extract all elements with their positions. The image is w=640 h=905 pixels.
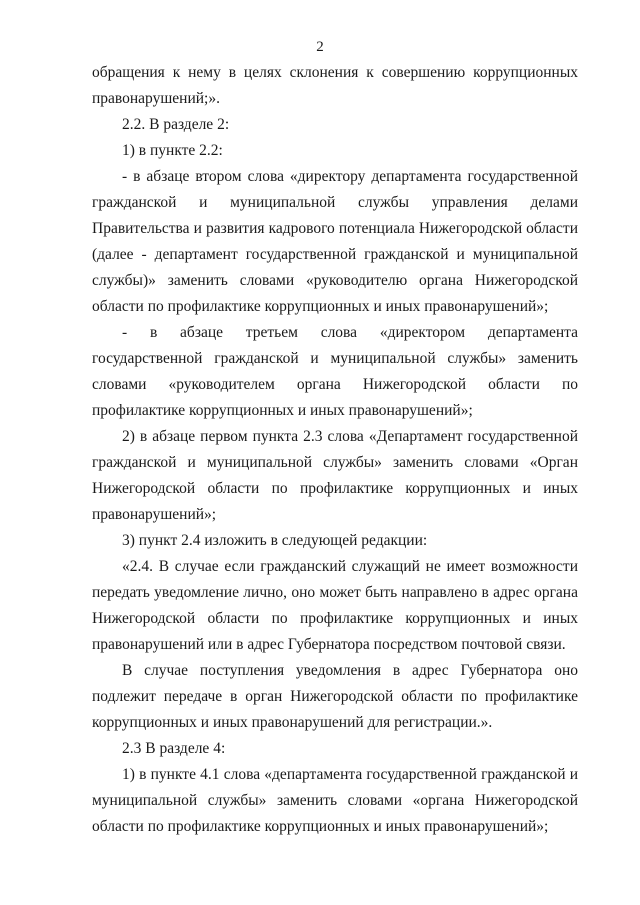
paragraph-governor-case: В случае поступления уведомления в адрес Губернатора оно подлежит передаче в орган Нижегородской области по профилактике коррупционных и иных правонарушений для регистрации.». [92,662,578,731]
page-number: 2 [316,39,324,55]
paragraph-point-2-4: 3) пункт 2.4 изложить в следующей редакции: [122,532,428,549]
paragraph-abzac-3: - в абзаце третьем слова «директором департамента государственной гражданской и муниципальной службы» заменить словами «руководителем органа Нижегородской области по профилактике коррупционных и иных правонарушений»; [92,324,578,419]
section-heading-2-2: 2.2. В разделе 2: [122,116,230,133]
paragraph-point-2-3: 2) в абзаце первом пункта 2.3 слова «Департамент государственной гражданской и муниципальной службы» заменить словами «Орган Нижегородской области по профилактике коррупционных и иных правонарушений»; [92,428,578,523]
list-item-point-2-2: 1) в пункте 2.2: [122,142,223,159]
document-body [92,60,578,840]
paragraph-quote-2-4: «2.4. В случае если гражданский служащий не имеет возможности передать уведомление лично, оно может быть направлено в адрес органа Нижегородской области по профилактике коррупционных и иных правонарушений или в адрес Губернатора посредством почтовой связи. [92,558,578,653]
section-heading-2-3: 2.3 В разделе 4: [122,740,226,757]
paragraph-abzac-2: - в абзаце втором слова «директору департамента государственной гражданской и муниципальной службы управления делами Правительства и развития кадрового потенциала Нижегородской области (далее - департамент государственной гражданской и муниципальной службы)» заменить словами «руководителю органа Нижегородской области по профилактике коррупционных и иных правонарушений»; [92,168,578,315]
paragraph-continuation: обращения к нему в целях склонения к совершению коррупционных правонарушений;». [92,64,578,107]
paragraph-point-4-1: 1) в пункте 4.1 слова «департамента государственной гражданской и муниципальной службы» заменить словами «органа Нижегородской области по профилактике коррупционных и иных правонарушений»; [92,766,578,835]
